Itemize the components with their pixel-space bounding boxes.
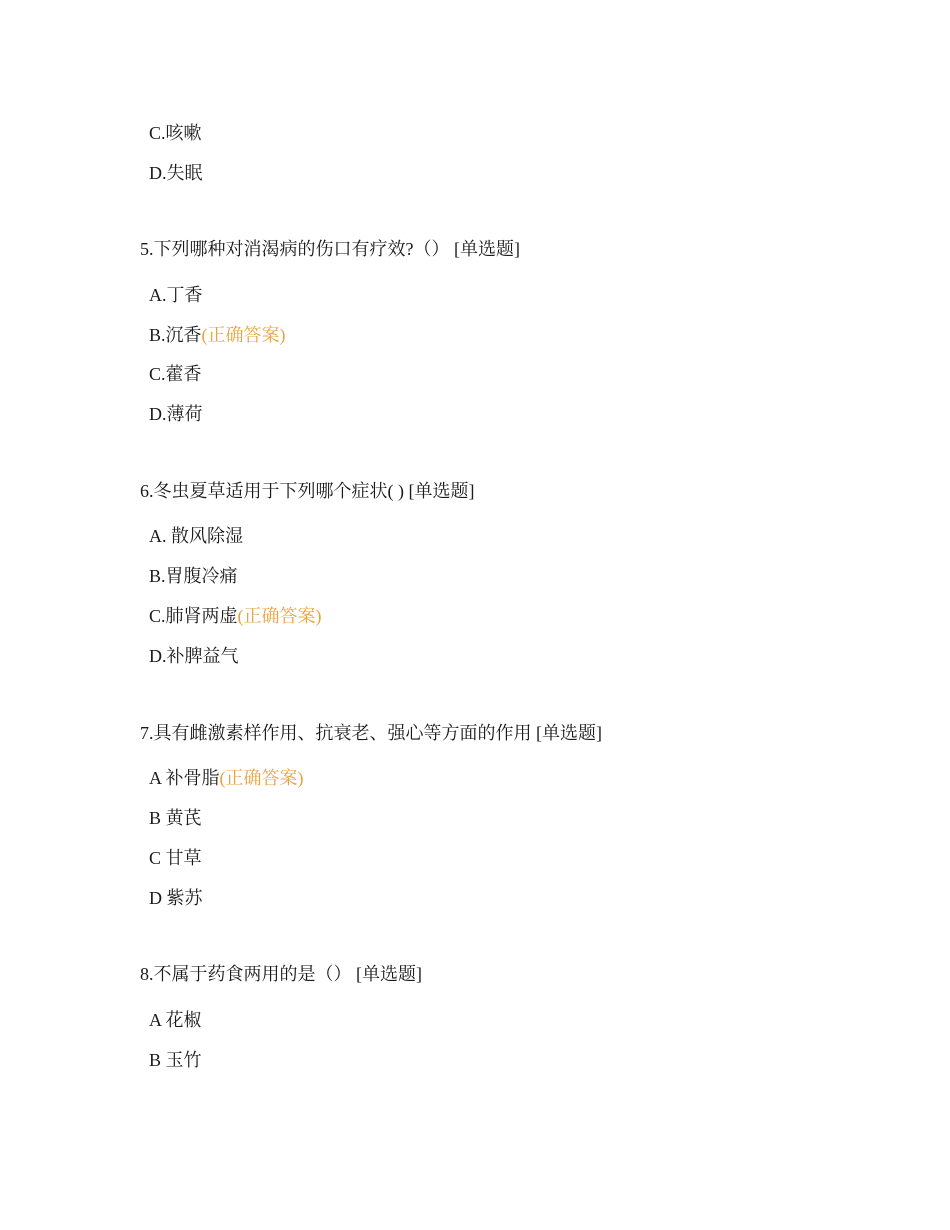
option-6c bbox=[149, 604, 322, 628]
option-text: C.藿香 bbox=[149, 364, 202, 384]
option-text: D.薄荷 bbox=[149, 404, 203, 424]
option-text: A 花椒 bbox=[149, 1010, 202, 1030]
question-8: 8.不属于药食两用的是（） [单选题] bbox=[140, 964, 422, 984]
option-text: A. 散风除湿 bbox=[149, 526, 243, 546]
option-5c bbox=[149, 362, 202, 386]
option-text: D.补脾益气 bbox=[149, 646, 239, 666]
option-text: B.沉香 bbox=[149, 325, 202, 345]
option-text: B 黄芪 bbox=[149, 808, 202, 828]
option-text: A.丁香 bbox=[149, 285, 203, 305]
correct-answer-marker: (正确答案) bbox=[219, 768, 304, 788]
option-text: C.咳嗽 bbox=[149, 123, 202, 143]
correct-answer-marker: (正确答案) bbox=[201, 325, 286, 345]
option-6a bbox=[149, 524, 243, 548]
option-text: A 补骨脂 bbox=[149, 768, 220, 788]
option-4c bbox=[149, 121, 202, 145]
option-7a bbox=[149, 766, 304, 790]
option-text: D 紫苏 bbox=[149, 888, 203, 908]
option-5b bbox=[149, 323, 286, 347]
option-6b bbox=[149, 564, 238, 588]
option-text: C.肺肾两虚 bbox=[149, 606, 238, 626]
question-7: 7.具有雌激素样作用、抗衰老、强心等方面的作用 [单选题] bbox=[140, 723, 602, 743]
option-text: B 玉竹 bbox=[149, 1050, 202, 1070]
option-text: B.胃腹冷痛 bbox=[149, 566, 238, 586]
question-6: 6.冬虫夏草适用于下列哪个症状( ) [单选题] bbox=[140, 481, 475, 501]
option-7c bbox=[149, 846, 202, 870]
option-6d bbox=[149, 644, 239, 668]
option-text: D.失眠 bbox=[149, 163, 203, 183]
option-8b bbox=[149, 1048, 202, 1072]
correct-answer-marker: (正确答案) bbox=[237, 606, 322, 626]
option-4d bbox=[149, 161, 203, 185]
option-7d bbox=[149, 886, 203, 910]
question-5: 5.下列哪种对消渴病的伤口有疗效?（） [单选题] bbox=[140, 239, 520, 259]
option-7b bbox=[149, 806, 202, 830]
option-text: C 甘草 bbox=[149, 848, 202, 868]
option-5d bbox=[149, 402, 203, 426]
option-8a bbox=[149, 1008, 202, 1032]
option-5a bbox=[149, 283, 203, 307]
